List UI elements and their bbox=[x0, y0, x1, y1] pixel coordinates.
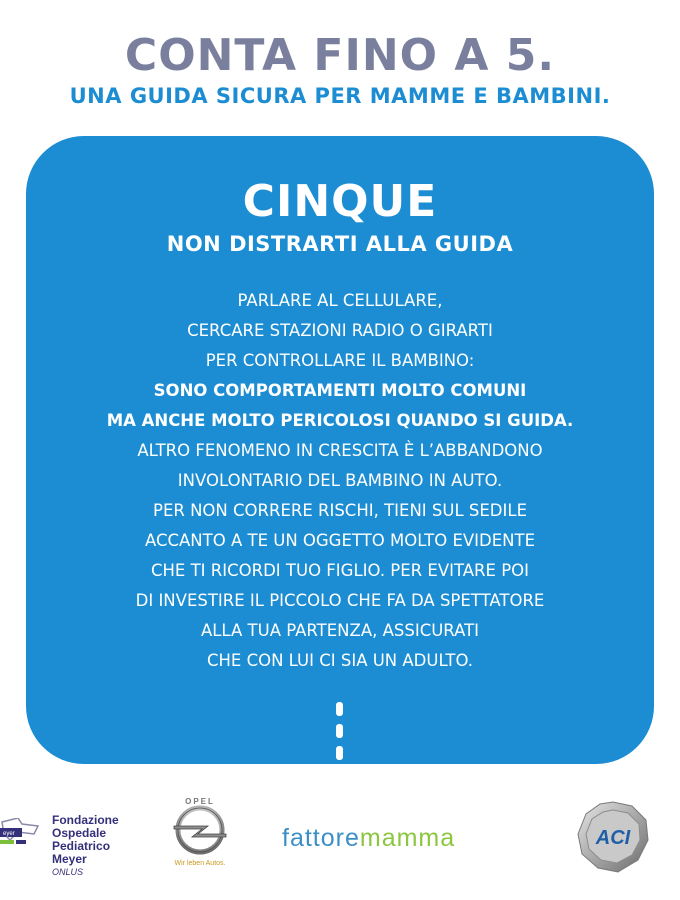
road-dash bbox=[336, 724, 343, 738]
meyer-logo bbox=[0, 800, 140, 880]
fattore-word: fattore bbox=[282, 824, 360, 852]
opel-wordmark: OPEL bbox=[185, 797, 215, 806]
mamma-word: mamma bbox=[359, 824, 456, 852]
body-line: CHE CON LUI CI SIA UN ADULTO. bbox=[206, 651, 474, 670]
body-line: ALTRO FENOMENO IN CRESCITA È L’ABBANDONO bbox=[137, 441, 543, 460]
body-line: PER NON CORRERE RISCHI, TIENI SUL SEDILE bbox=[153, 501, 527, 520]
body-line-emphasis: MA ANCHE MOLTO PERICOLOSI QUANDO SI GUIDA. bbox=[106, 411, 574, 430]
aci-logo bbox=[576, 800, 650, 874]
body-line: PARLARE AL CELLULARE, bbox=[237, 291, 443, 310]
road-lane-marking bbox=[335, 702, 343, 764]
body-line: DI INVESTIRE IL PICCOLO CHE FA DA SPETTATORE bbox=[135, 591, 545, 610]
opel-logo bbox=[160, 790, 240, 880]
panel-body bbox=[26, 286, 654, 676]
body-line: ALLA TUA PARTENZA, ASSICURATI bbox=[200, 621, 480, 640]
body-line: PER CONTROLLARE IL BAMBINO: bbox=[205, 351, 475, 370]
panel-subtitle: NON DISTRARTI ALLA GUIDA bbox=[166, 232, 514, 256]
opel-blitz-icon bbox=[160, 790, 240, 860]
body-line: INVOLONTARIO DEL BAMBINO IN AUTO. bbox=[177, 471, 503, 490]
page-subtitle: UNA GUIDA SICURA PER MAMME E BAMBINI. bbox=[69, 84, 611, 108]
body-line: ACCANTO A TE UN OGGETTO MOLTO EVIDENTE bbox=[144, 531, 536, 550]
meyer-badge-text: eyer bbox=[3, 831, 15, 837]
header bbox=[0, 30, 680, 108]
meyer-line: Pediatrico bbox=[52, 839, 111, 853]
page-title: CONTA FINO A 5. bbox=[124, 30, 556, 81]
body-line: CHE TI RICORDI TUO FIGLIO. PER EVITARE POI bbox=[151, 561, 529, 580]
fattoremamma-logo bbox=[282, 824, 455, 853]
info-panel bbox=[26, 136, 654, 764]
meyer-onlus: ONLUS bbox=[52, 867, 84, 877]
sponsor-footer bbox=[0, 790, 680, 880]
meyer-line: Ospedale bbox=[52, 826, 107, 840]
meyer-badge-icon bbox=[0, 818, 40, 848]
aci-shield-icon bbox=[576, 800, 650, 874]
meyer-line: Fondazione bbox=[52, 813, 119, 827]
body-line-emphasis: SONO COMPORTAMENTI MOLTO COMUNI bbox=[153, 381, 527, 400]
aci-text: ACI bbox=[595, 827, 631, 849]
body-line: CERCARE STAZIONI RADIO O GIRARTI bbox=[187, 321, 493, 340]
panel-title: CINQUE bbox=[242, 176, 438, 227]
meyer-name bbox=[52, 814, 119, 879]
road-dash bbox=[336, 702, 343, 716]
meyer-line: Meyer bbox=[52, 852, 87, 866]
opel-tagline: Wir leben Autos. bbox=[174, 860, 226, 867]
road-dash bbox=[336, 746, 343, 760]
